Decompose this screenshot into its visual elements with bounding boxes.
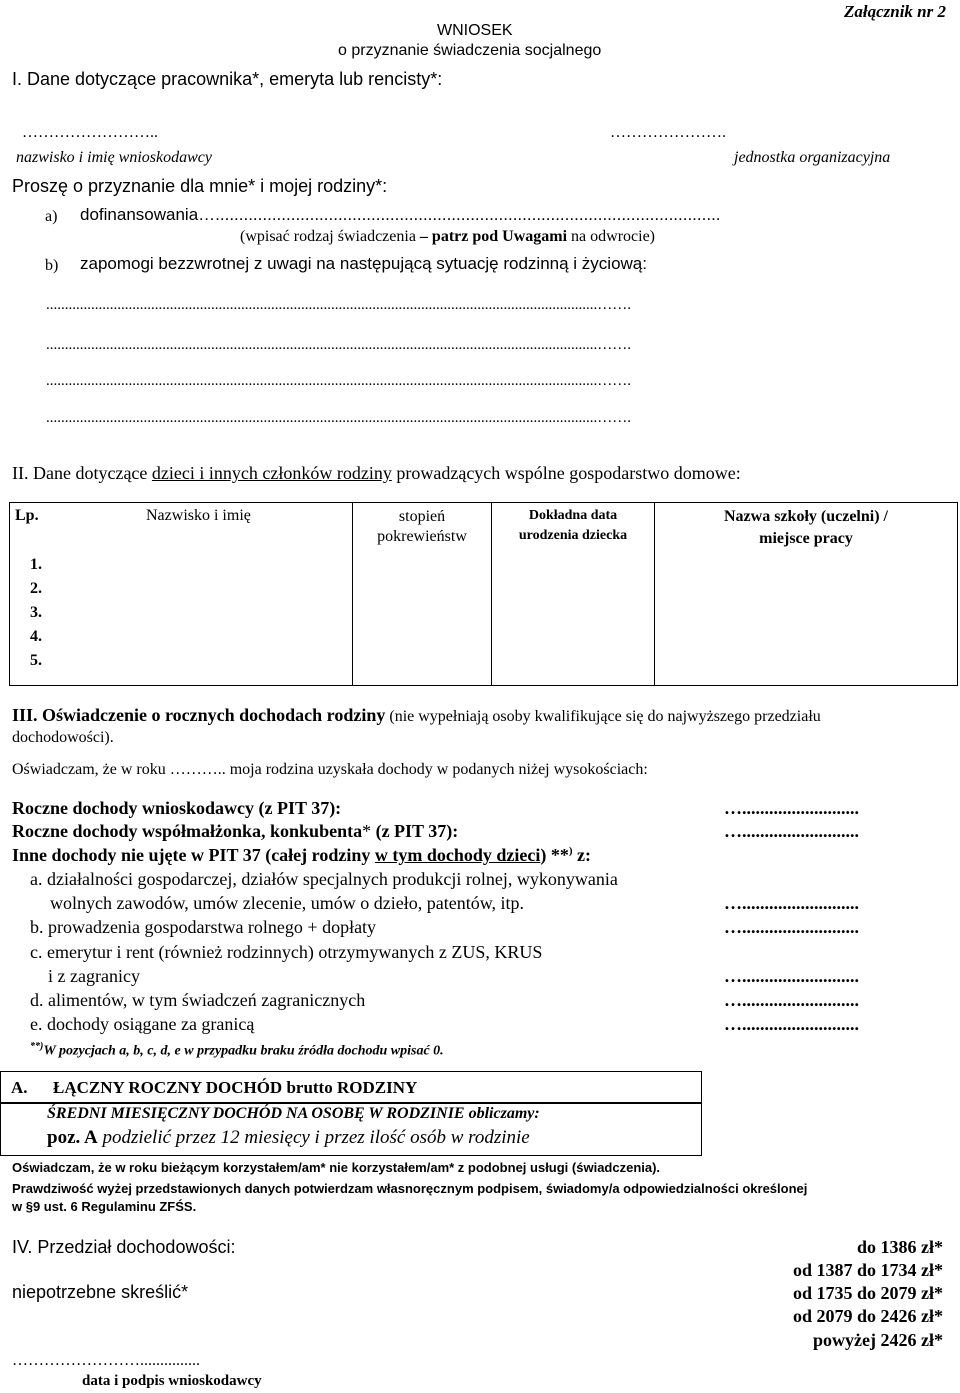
income-bracket-1[interactable]: do 1386 zł* [856,1237,943,1257]
income-spouse-field[interactable]: ….......................... [724,821,859,841]
section-4-heading: IV. Przedział dochodowości: [12,1237,236,1257]
income-declaration: Oświadczam, że w roku ……….. moja rodzina uzyskała dochody w podanych niżej wysokościach: [12,761,648,778]
footnote: **)W pozycjach a, b, c, d, e w przypadku braku źródła dochodu wpisać 0. [30,1041,444,1059]
option-b-text: zapomogi bezzwrotnej z uwagi na następującą sytuację rodzinną i życiową: [80,254,647,273]
row-number: 5. [30,652,42,669]
row-number: 2. [30,580,42,597]
item-c-line-1: c. emerytur i rent (również rodzinnych) otrzymywanych z ZUS, KRUS [30,942,543,962]
statement-line-2: Prawdziwość wyżej przedstawionych danych potwierdzam własnoręcznym podpisem, świadomy/a odpowiedzialności określonej [12,1181,808,1196]
average-income-formula: poz. A podzielić przez 12 miesięcy i przez ilość osób w rodzinie [47,1127,530,1148]
item-b-field[interactable]: ….......................... [724,917,859,937]
total-income-label: ŁĄCZNY ROCZNY DOCHÓD brutto RODZINY [53,1078,418,1097]
item-e-field[interactable]: ….......................... [724,1014,859,1034]
situation-line-2[interactable]: ...................................................................................................................................................……. [46,337,631,353]
total-letter: A. [11,1078,28,1097]
section-3-heading: III. Oświadczenie o rocznych dochodach rodziny (nie wypełniają osoby kwalifikujące się do najwyższego przedziału [12,705,821,725]
statement-line-3: w §9 ust. 6 Regulaminu ZFŚS. [12,1199,197,1214]
item-a-field[interactable]: ….......................... [724,893,859,913]
income-bracket-4[interactable]: od 2079 do 2426 zł* [792,1306,943,1326]
option-a-field[interactable]: dofinansowania…........................................................................................................... [80,205,721,224]
situation-line-4[interactable]: ...................................................................................................................................................……. [46,410,631,426]
option-a-marker: a) [45,208,58,225]
row-number: 3. [30,604,42,621]
income-bracket-3[interactable]: od 1735 do 2079 zł* [792,1283,943,1303]
form-subtitle: o przyznanie świadczenia socjalnego [338,42,602,59]
unit-label: jednostka organizacyjna [734,149,891,166]
income-applicant-field[interactable]: ….......................... [724,798,859,818]
situation-line-1[interactable]: ...................................................................................................................................................……. [46,297,631,313]
signature-field[interactable]: ……………………............... [12,1352,200,1369]
item-e-label: e. dochody osiągane za granicą [30,1014,255,1034]
average-income-box[interactable] [0,1102,702,1156]
other-income-label: Inne dochody nie ujęte w PIT 37 (całej rodziny w tym dochody dzieci) **) z: [12,845,591,865]
col-birth-header: Dokładna data urodzenia dziecka [518,508,628,543]
item-c-line-2: i z zagranicy [48,966,140,986]
unit-field[interactable]: …………………. [610,124,726,141]
col-lp-header: Lp. [15,507,39,524]
situation-line-3[interactable]: ...................................................................................................................................................……. [46,373,631,389]
item-d-label: d. alimentów, w tym świadczeń zagranicznych [30,990,366,1010]
row-number: 4. [30,628,42,645]
income-applicant-label: Roczne dochody wnioskodawcy (z PIT 37): [12,798,342,818]
name-field[interactable]: …………………….. [22,124,158,141]
col-name-header: Nazwisko i imię [146,507,251,524]
family-table [9,502,958,686]
signature-label: data i podpis wnioskodawcy [82,1373,262,1389]
row-number: 1. [30,556,42,573]
item-c-field[interactable]: ….......................... [724,966,859,986]
option-a-hint: (wpisać rodzaj świadczenia – patrz pod Uwagami na odwrocie) [240,228,655,245]
section-3-note: dochodowości). [12,729,114,746]
name-label: nazwisko i imię wnioskodawcy [16,149,212,166]
total-income-box[interactable] [0,1071,702,1104]
birthdate-column[interactable] [492,503,655,686]
income-bracket-5[interactable]: powyżej 2426 zł* [813,1330,943,1350]
name-column[interactable] [10,503,353,686]
item-a-line-2: wolnych zawodów, umów zlecenie, umów o dzieło, patentów, itp. [50,893,525,913]
average-income-title: ŚREDNI MIESIĘCZNY DOCHÓD NA OSOBĘ W RODZINIE obliczamy: [47,1105,540,1122]
row-numbers [30,553,42,673]
section-1-heading: I. Dane dotyczące pracownika*, emeryta lub rencisty*: [12,69,443,89]
school-column[interactable] [655,503,958,686]
strike-note: niepotrzebne skreślić* [12,1282,189,1302]
income-bracket-2[interactable]: od 1387 do 1734 zł* [792,1260,943,1280]
section-2-heading: II. Dane dotyczące dzieci i innych członków rodziny prowadzących wspólne gospodarstwo domowe: [12,463,741,483]
item-a-line-1: a. działalności gospodarczej, działów specjalnych produkcji rolnej, wykonywania [30,869,618,889]
request-line: Proszę o przyznanie dla mnie* i mojej rodziny*: [12,176,388,196]
income-spouse-label: Roczne dochody współmałżonka, konkubenta* (z PIT 37): [12,821,459,841]
item-d-field[interactable]: ….......................... [724,990,859,1010]
statement-line-1: Oświadczam, że w roku bieżącym korzystałem/am* nie korzystałem/am* z podobnej usługi (świadczenia). [12,1160,661,1175]
attachment-label: Załącznik nr 2 [843,2,946,21]
item-b-label: b. prowadzenia gospodarstwa rolnego + dopłaty [30,917,377,937]
form-title: WNIOSEK [437,22,513,39]
option-b-marker: b) [45,257,59,274]
col-school-header: Nazwa szkoły (uczelni) / miejsce pracy [724,508,888,547]
col-relation-header: stopień pokrewieństw [377,508,467,545]
relation-column[interactable] [353,503,492,686]
